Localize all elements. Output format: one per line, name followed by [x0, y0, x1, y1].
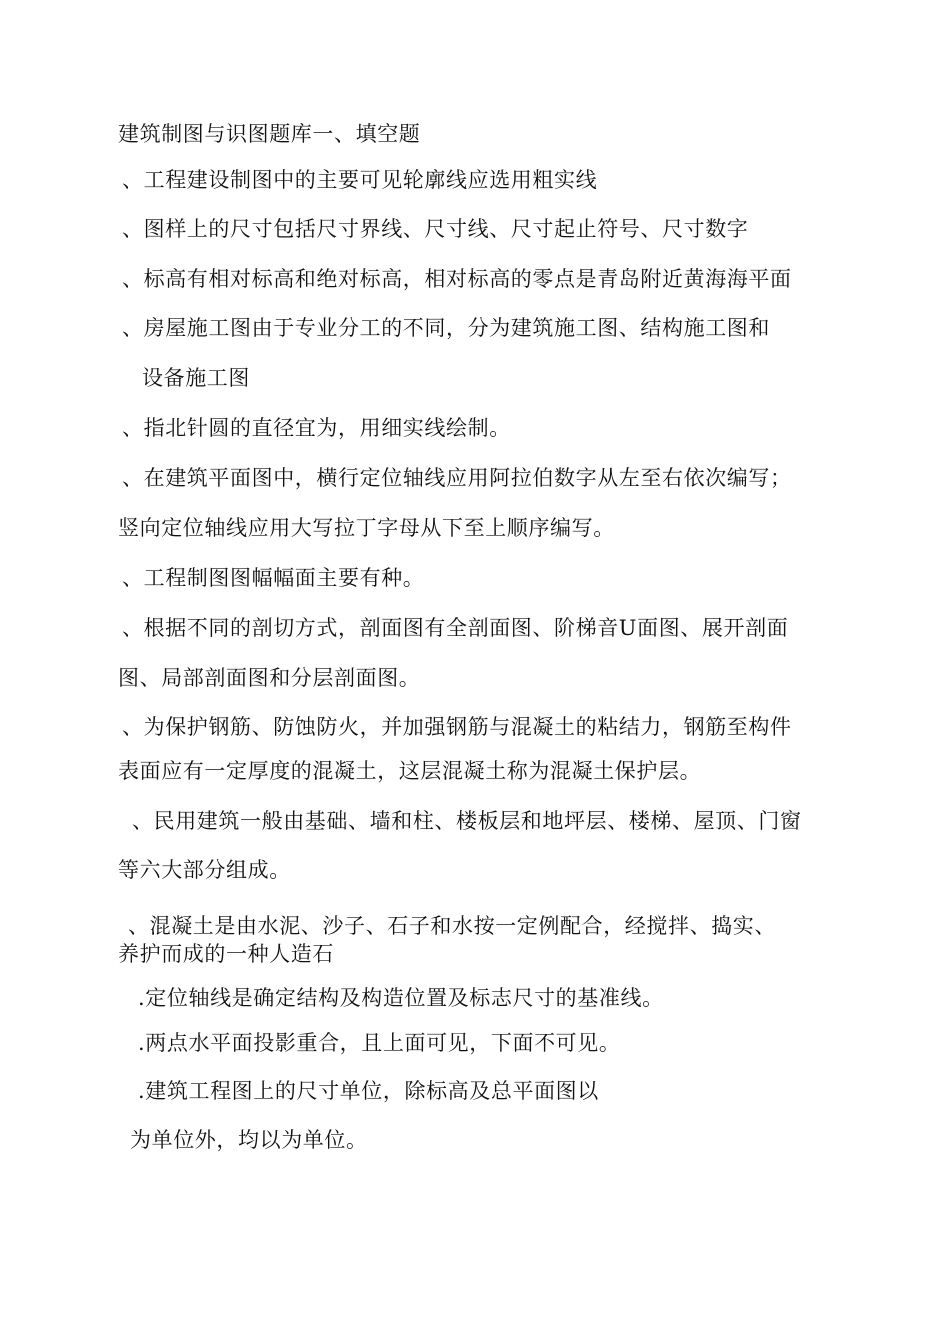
line-9: 、工程制图图幅幅面主要有种。 [122, 566, 425, 590]
line-15: 等六大部分组成。 [118, 858, 291, 882]
line-21: 为单位外，均以为单位。 [130, 1128, 368, 1152]
line-12: 、为保护钢筋、防蚀防火，并加强钢筋与混凝土的粘结力，钢筋至构件 [122, 715, 792, 739]
line-19: .两点水平面投影重合，且上面可见，下面不可见。 [138, 1031, 621, 1055]
line-1: 、工程建设制图中的主要可见轮廓线应选用粗实线 [122, 168, 598, 192]
line-16: 、混凝土是由水泥、沙子、石子和水按一定例配合，经搅拌、捣实、 [128, 914, 776, 938]
line-14: 、民用建筑一般由基础、墙和柱、楼板层和地坪层、楼梯、屋顶、门窗 [132, 809, 802, 833]
document-title: 建筑制图与识图题库一、填空题 [118, 122, 421, 146]
line-13: 表面应有一定厚度的混凝土，这层混凝土称为混凝土保护层。 [118, 759, 702, 783]
line-4: 、房屋施工图由于专业分工的不同，分为建筑施工图、结构施工图和 [122, 316, 770, 340]
line-7: 、在建筑平面图中，横行定位轴线应用阿拉伯数字从左至右依次编写； [122, 466, 792, 490]
line-6: 、指北针圆的直径宜为，用细实线绘制。 [122, 416, 511, 440]
line-20: .建筑工程图上的尺寸单位，除标高及总平面图以 [138, 1079, 599, 1103]
line-11: 图、局部剖面图和分层剖面图。 [118, 666, 421, 690]
line-3: 、标高有相对标高和绝对标高，相对标高的零点是青岛附近黄海海平面 [122, 267, 792, 291]
line-18: .定位轴线是确定结构及构造位置及标志尺寸的基准线。 [138, 986, 664, 1010]
line-8: 竖向定位轴线应用大写拉丁字母从下至上顺序编写。 [118, 516, 615, 540]
line-10: 、根据不同的剖切方式，剖面图有全剖面图、阶梯音U面图、展开剖面 [122, 616, 789, 640]
line-5: 设备施工图 [142, 366, 250, 390]
line-2: 、图样上的尺寸包括尺寸界线、尺寸线、尺寸起止符号、尺寸数字 [122, 217, 749, 241]
line-17: 养护而成的一种人造石 [118, 942, 334, 966]
